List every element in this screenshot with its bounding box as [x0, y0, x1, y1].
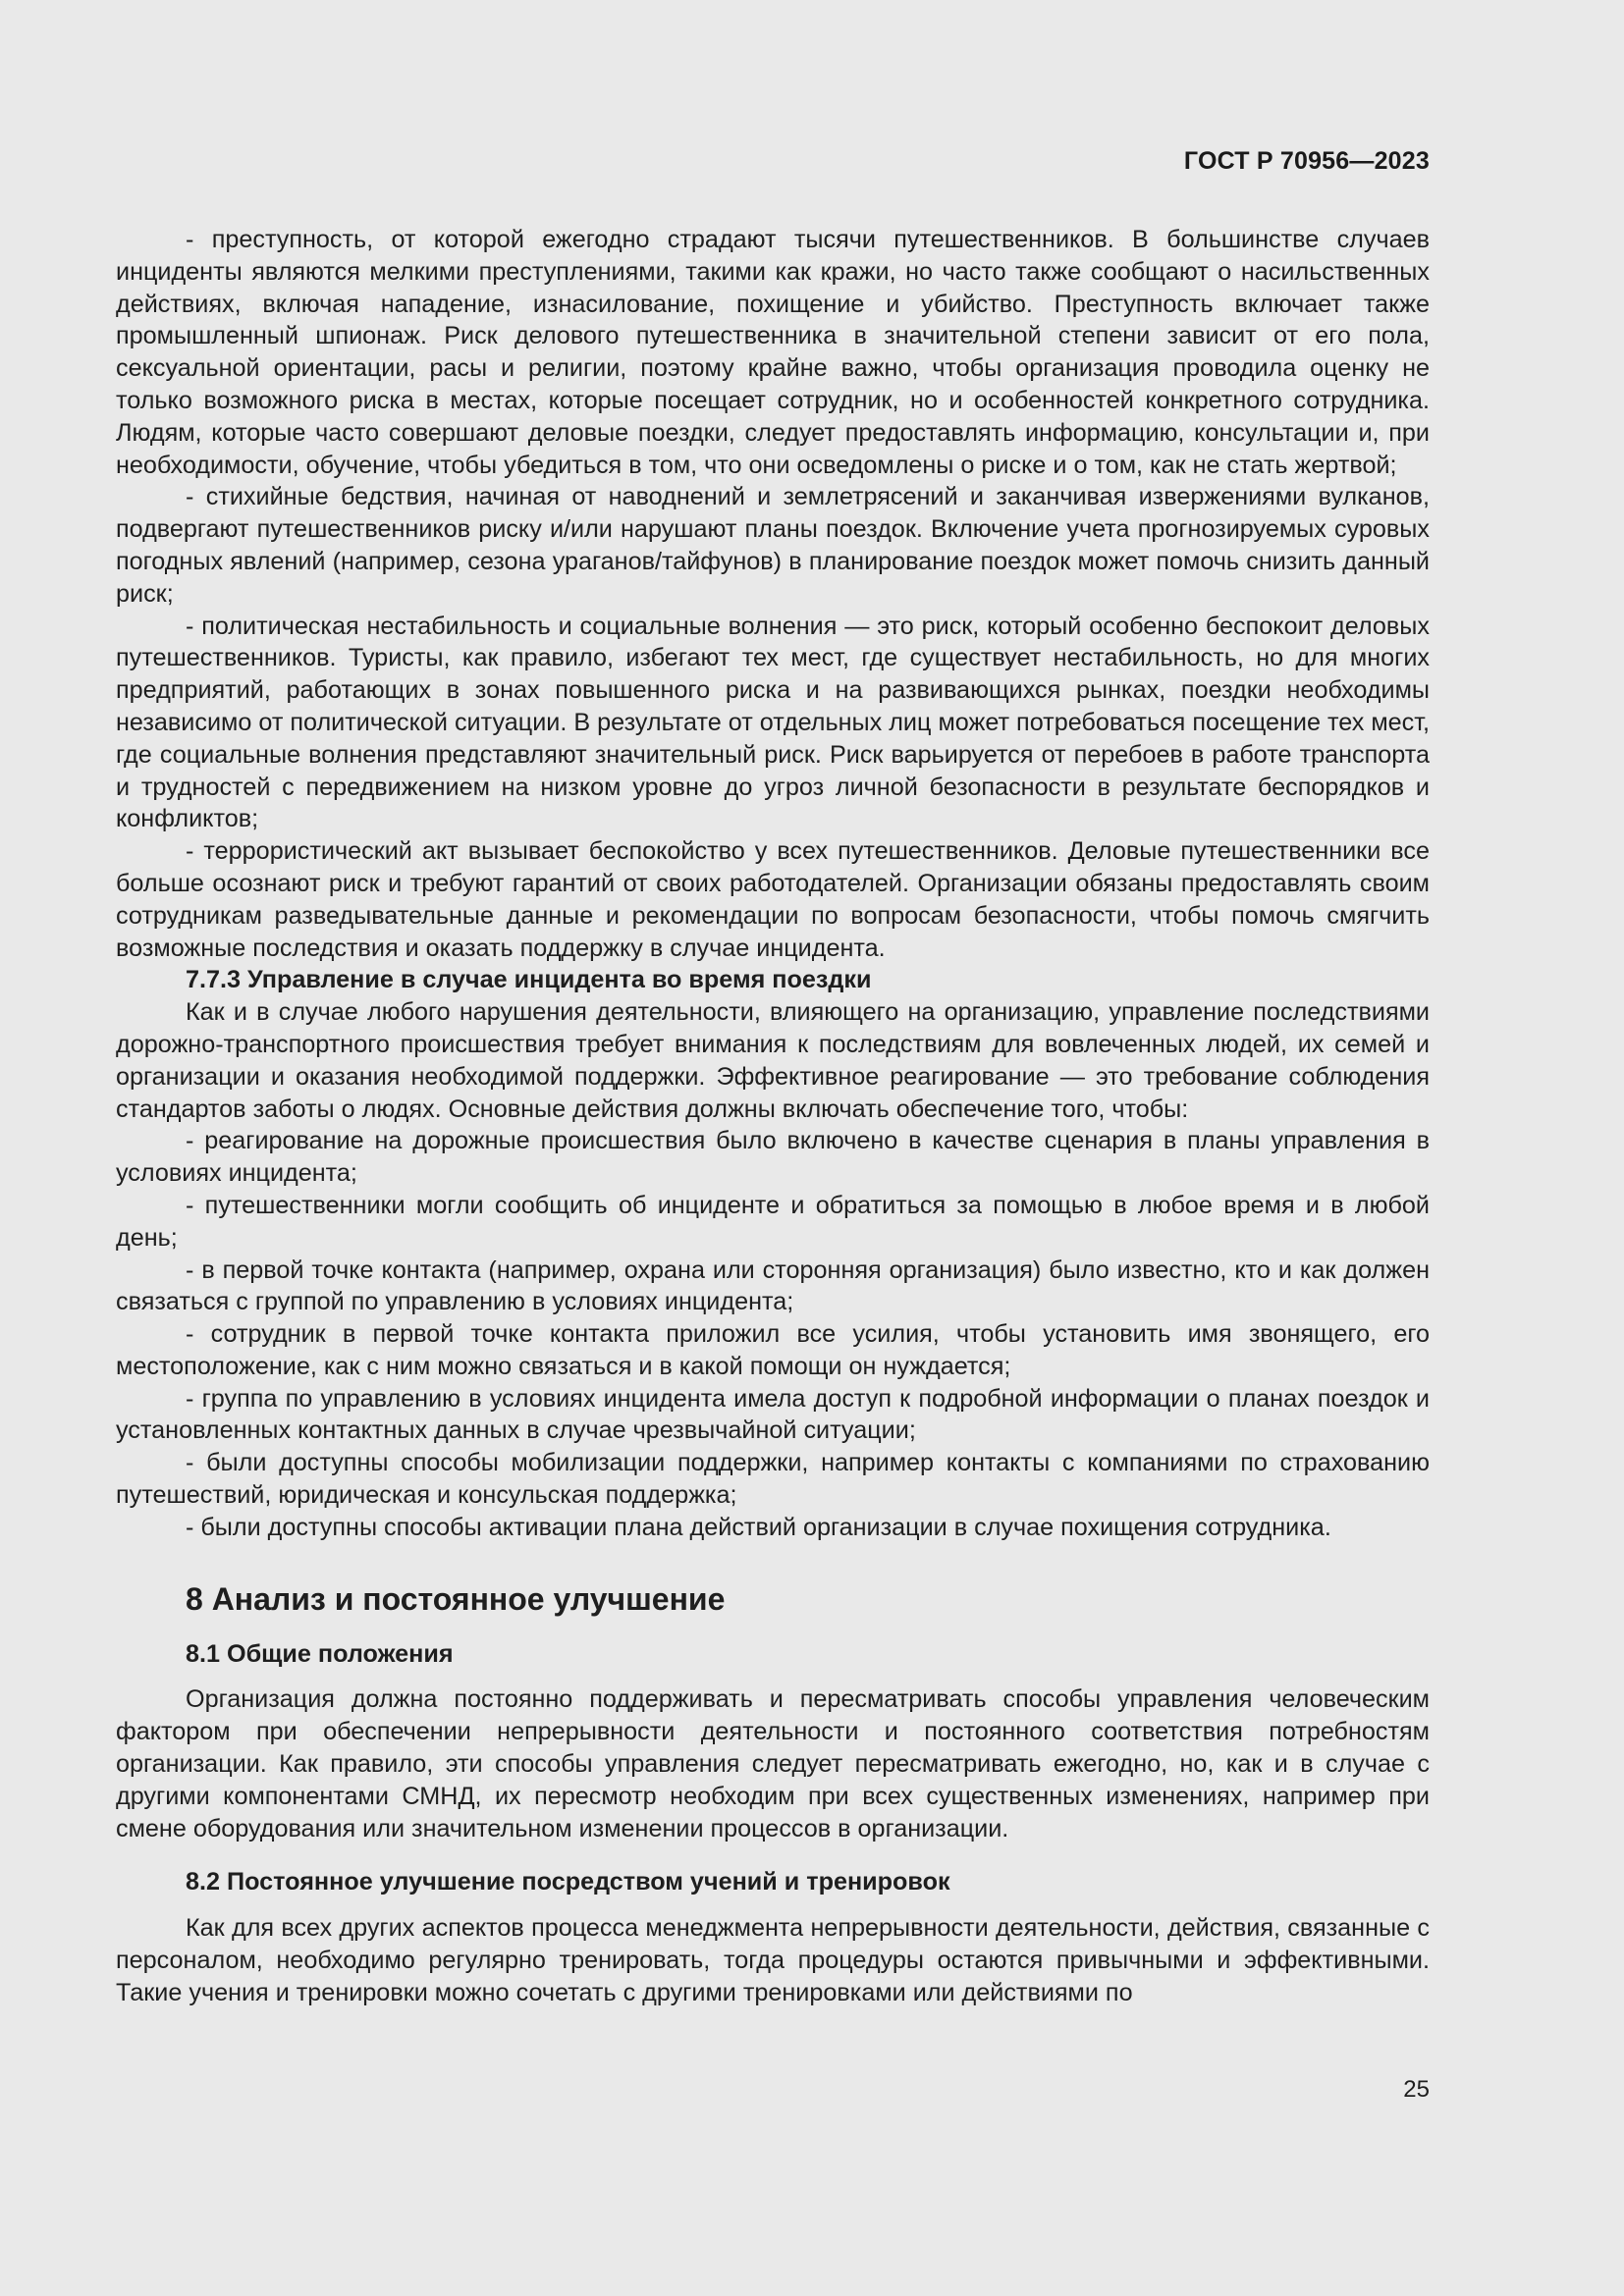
document-code-header: ГОСТ Р 70956—2023 [1183, 147, 1430, 175]
section-7-7-3-heading: 7.7.3 Управление в случае инцидента во время поездки [186, 966, 872, 994]
list-item: - были доступны способы мобилизации поддержки, например контакты с компаниями по страхованию путешествий, юридическая и консульская поддержка; [116, 1449, 1430, 1510]
page-number: 25 [1403, 2076, 1430, 2103]
section-8-heading: 8 Анализ и постоянное улучшение [186, 1580, 726, 1617]
list-item: - группа по управлению в условиях инцидента имела доступ к подробной информации о планах поездок и установленных контактных данных в случае чрезвычайной ситуации; [116, 1384, 1430, 1445]
section-8-2-paragraph: Как для всех других аспектов процесса менеджмента непрерывности деятельности, действия, связанные с персоналом, необходимо регулярно тренировать, тогда процедуры остаются привычными и эффективными. Такие учения и тренировки можно сочетать с другими тренировками или действиями по [116, 1914, 1430, 2006]
list-item: - путешественники могли сообщить об инциденте и обратиться за помощью в любое время и в любой день; [116, 1191, 1430, 1252]
list-item: - реагирование на дорожные происшествия было включено в качестве сценария в планы управления в условиях инцидента; [116, 1127, 1430, 1188]
paragraph-political-instability: - политическая нестабильность и социальные волнения — это риск, который особенно беспокоит деловых путешественников. Туристы, как правило, избегают тех мест, где существует нестабильность, но для многих предприятий, работающих в зонах повышенного риска и на развивающихся рынках, поездки необходимы независимо от политической ситуации. В результате от отдельных лиц может потребоваться посещение тех мест, где социальные волнения представляют значительный риск. Риск варьируется от перебоев в работе транспорта и трудностей с передвижением на низком уровне до угроз личной безопасности в результате беспорядков и конфликтов; [116, 612, 1430, 833]
section-7-7-3-intro: Как и в случае любого нарушения деятельности, влияющего на организацию, управление последствиями дорожно-транспортного происшествия требует внимания к последствиям для вовлеченных людей, их семей и организации и оказания необходимой поддержки. Эффективное реагирование — это требование соблюдения стандартов заботы о людях. Основные действия должны включать обеспечение того, чтобы: [116, 998, 1430, 1123]
list-item: - сотрудник в первой точке контакта приложил все усилия, чтобы установить имя звонящего, его местоположение, как с ним можно связаться и в какой помощи он нуждается; [116, 1320, 1430, 1380]
document-body [116, 224, 1430, 2009]
list-item: - в первой точке контакта (например, охрана или сторонняя организация) было известно, кто и как должен связаться с группой по управлению в условиях инцидента; [116, 1255, 1430, 1316]
paragraph-crime: - преступность, от которой ежегодно страдают тысячи путешественников. В большинстве случаев инциденты являются мелкими преступлениями, такими как кражи, но часто также сообщают о насильственных действиях, включая нападение, изнасилование, похищение и убийство. Преступность включает также промышленный шпионаж. Риск делового путешественника в значительной степени зависит от его пола, сексуальной ориентации, расы и религии, поэтому крайне важно, чтобы организация проводила оценку не только возможного риска в местах, которые посещает сотрудник, но и особенностей конкретного сотрудника. Людям, которые часто совершают деловые поездки, следует предоставлять информацию, консультации и, при необходимости, обучение, чтобы убедиться в том, что они осведомлены о риске и о том, как не стать жертвой; [116, 226, 1430, 479]
paragraph-natural-disasters: - стихийные бедствия, начиная от наводнений и землетрясений и заканчивая извержениями вулканов, подвергают путешественников риску и/или нарушают планы поездок. Включение учета прогнозируемых суровых погодных явлений (например, сезона ураганов/тайфунов) в планирование поездок может помочь снизить данный риск; [116, 483, 1430, 608]
section-8-1-paragraph: Организация должна постоянно поддерживать и пересматривать способы управления человеческим фактором при обеспечении непрерывности деятельности и постоянного соответствия потребностям организации. Как правило, эти способы управления следует пересматривать ежегодно, но, как и в случае с другими компонентами СМНД, их пересмотр необходим при всех существенных изменениях, например при смене оборудования или значительном изменении процессов в организации. [116, 1685, 1430, 1842]
list-item: - были доступны способы активации плана действий организации в случае похищения сотрудника. [186, 1513, 1331, 1541]
paragraph-terrorism: - террористический акт вызывает беспокойство у всех путешественников. Деловые путешественники все больше осознают риск и требуют гарантий от своих работодателей. Организации обязаны предоставлять своим сотрудникам разведывательные данные и рекомендации по вопросам безопасности, чтобы помочь смягчить возможные последствия и оказать поддержку в случае инцидента. [116, 837, 1430, 962]
section-8-1-heading: 8.1 Общие положения [186, 1639, 454, 1668]
section-8-2-heading: 8.2 Постоянное улучшение посредством учений и тренировок [186, 1868, 950, 1896]
